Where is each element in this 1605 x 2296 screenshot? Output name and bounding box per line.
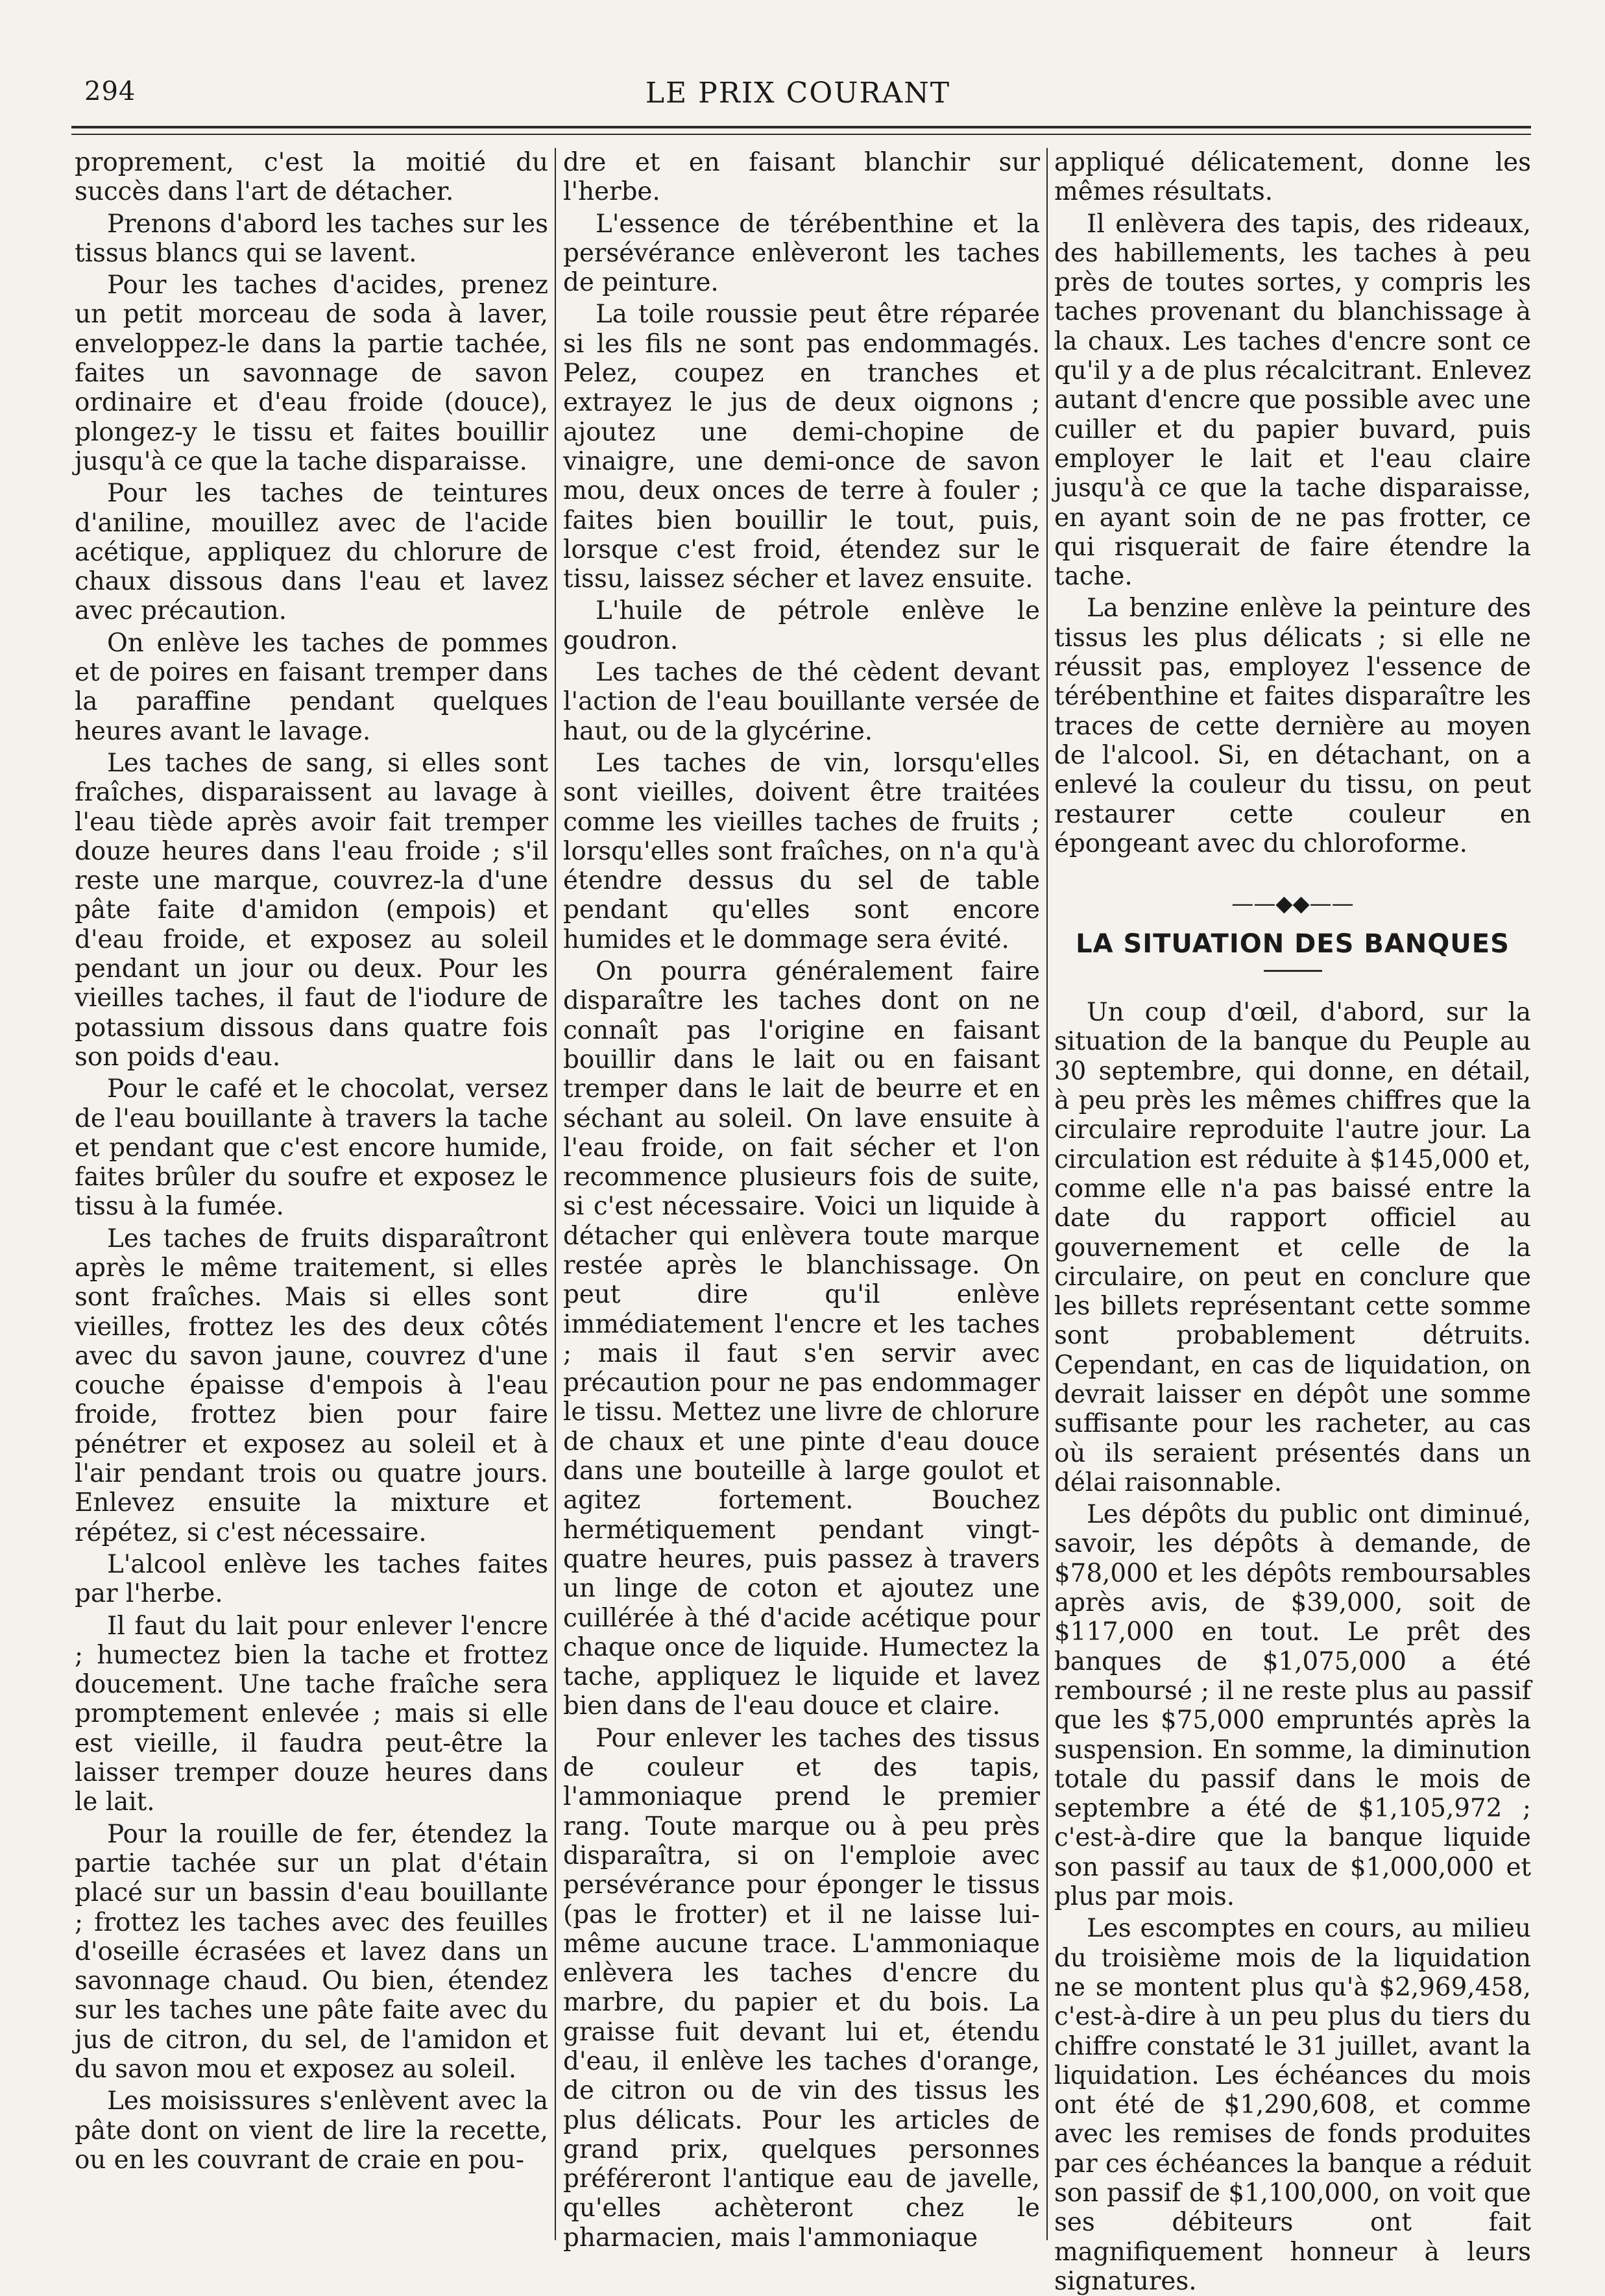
paragraph: La benzine enlève la peinture des tissus les plus délicats ; si elle ne réussit pas, employez l'essence de térébenthine et faites disparaître les traces de cette dernière au moyen de l'alcool. Si, en détachant, on a enlevé la couleur du tissu, on peut restaurer cette couleur en épongeant avec du chloroforme. [1054,594,1531,858]
paragraph: La toile roussie peut être réparée si les fils ne sont pas endommagés. Pelez, coupez en tranches et extrayez le jus de deux oignons ; ajoutez une demi-chopine de vinaigre, une demi-once de savon mou, deux onces de terre à fouler ; faites bien bouillir le tout, puis, lorsque c'est froid, étendez sur le tissu, laissez sécher et lavez ensuite. [563,300,1040,594]
paragraph: Pour la rouille de fer, étendez la partie tachée sur un plat d'étain placé sur un bassin d'eau bouillante ; frottez les taches avec des feuilles d'oseille écrasées et lavez dans un savonnage chaud. Ou bien, étendez sur les taches une pâte faite avec du jus de citron, du sel, de l'amidon et du savon mou et exposez au soleil. [75,1819,548,2084]
page-header [71,77,1525,122]
paragraph: Il faut du lait pour enlever l'encre ; humectez bien la tache et frottez doucement. Une tache fraîche sera promptement enlevée ; mais si elle est vieille, il faudra peut-être la laisser tremper douze heures dans le lait. [75,1611,548,1817]
section-ornament: ——◆◆—— [1231,891,1354,917]
header-rule [71,126,1531,128]
running-title: LE PRIX COURANT [645,77,951,110]
paragraph: dre et en faisant blanchir sur l'herbe. [563,148,1040,207]
paragraph: L'huile de pétrole enlève le goudron. [563,596,1040,655]
column-1 [75,148,548,2240]
paragraph: On enlève les taches de pommes et de poires en faisant tremper dans la paraffine pendant quelques heures avant le lavage. [75,628,548,746]
section-title-rule [1264,970,1322,972]
paragraph: Pour les taches de teintures d'aniline, mouillez avec de l'acide acétique, appliquez du chlorure de chaux dissous dans l'eau et lavez avec précaution. [75,479,548,626]
paragraph: On pourra généralement faire disparaître les taches dont on ne connaît pas l'origine en faisant bouillir dans le lait ou en faisant tremper dans le lait de beurre et en séchant au soleil. On lave ensuite à l'eau froide, on fait sécher et l'on recommence plusieurs fois de suite, si c'est nécessaire. Voici un liquide à détacher qui enlèvera toute marque restée après le blanchissage. On peut dire qu'il enlève immédiatement l'encre et les taches ; mais il faut s'en servir avec précaution pour ne pas endommager le tissu. Mettez une livre de chlorure de chaux et une pinte d'eau douce dans une bouteille à large goulot et agitez fortement. Bouchez hermétiquement pendant vingt-quatre heures, puis passez à travers un linge de coton et ajoutez une cuillérée à thé d'acide acétique pour chaque once de liquide. Humectez la tache, appliquez le liquide et lavez bien dans de l'eau douce et claire. [563,957,1040,1721]
page-number: 294 [84,77,136,106]
paragraph: L'alcool enlève les taches faites par l'herbe. [75,1549,548,1609]
paragraph: Les taches de thé cèdent devant l'action de l'eau bouillante versée de haut, ou de la glycérine. [563,658,1040,746]
paragraph: Prenons d'abord les taches sur les tissus blancs qui se lavent. [75,209,548,268]
paragraph: Les moisissures s'enlèvent avec la pâte dont on vient de lire la recette, ou en les couvrant de craie en pou- [75,2086,548,2175]
header-rule-thin [71,134,1531,135]
paragraph: Un coup d'œil, d'abord, sur la situation de la banque du Peuple au 30 septembre, qui donne, en détail, à peu près les mêmes chiffres que la circulaire reproduite l'autre jour. La circulation est réduite à $145,000 et, comme elle n'a pas baissé entre la date du rapport officiel au gouvernement et celle de la circulaire, on peut en conclure que les billets représentant cette somme sont probablement détruits. Cependant, en cas de liquidation, on devrait laisser en dépôt une somme suffisante pour les racheter, au cas où ils seraient présentés dans un délai raisonnable. [1054,998,1531,1497]
column-2 [563,148,1040,2253]
paragraph: Pour enlever les taches des tissus de couleur et des tapis, l'ammoniaque prend le premier rang. Toute marque ou à peu près disparaîtra, si on l'emploie avec persévérance pour éponger le tissus (pas le frotter) et il ne laisse lui-même aucune trace. L'ammoniaque enlèvera les taches d'encre du marbre, du papier et du bois. La graisse fuit devant lui et, étendu d'eau, il enlève les taches d'orange, de citron ou de vin des tissus les plus délicats. Pour les articles de grand prix, quelques personnes préféreront l'antique eau de javelle, qu'elles achèteront chez le pharmacien, mais l'ammoniaque [563,1723,1040,2253]
column-divider [555,148,556,2240]
paragraph: Pour le café et le chocolat, versez de l'eau bouillante à travers la tache et pendant que c'est encore humide, faites brûler du soufre et exposez le tissu à la fumée. [75,1074,548,1222]
paragraph: appliqué délicatement, donne les mêmes résultats. [1054,148,1531,207]
column-3 [1054,148,1531,2296]
section-title: LA SITUATION DES BANQUES [1076,929,1510,960]
paragraph: Les dépôts du public ont diminué, savoir, les dépôts à demande, de $78,000 et les dépôts remboursables après avis, de $39,000, soit de $117,000 en tout. Le prêt des banques de $1,075,000 a été remboursé ; il ne reste plus au passif que les $75,000 empruntés après la suspension. En somme, la diminution totale du passif dans le mois de septembre a été de $1,105,972 ; c'est-à-dire que la banque liquide son passif au taux de $1,000,000 et plus par mois. [1054,1500,1531,1912]
paragraph: Pour les taches d'acides, prenez un petit morceau de soda à laver, enveloppez-le dans la partie tachée, faites un savonnage de savon ordinaire et d'eau froide (douce), plongez-y le tissu et faites bouillir jusqu'à ce que la tache disparaisse. [75,271,548,476]
paragraph: proprement, c'est la moitié du succès dans l'art de détacher. [75,148,548,207]
paragraph: Les taches de fruits disparaîtront après le même traitement, si elles sont fraîches. Mais si elles sont vieilles, frottez les des deux côtés avec du savon jaune, couvrez d'une couche épaisse d'empois à l'eau froide, frottez bien pour faire pénétrer et exposez au soleil et à l'air pendant trois ou quatre jours. Enlevez ensuite la mixture et répétez, si c'est nécessaire. [75,1224,548,1547]
paragraph: Les taches de vin, lorsqu'elles sont vieilles, doivent être traitées comme les vieilles taches de fruits ; lorsqu'elles sont fraîches, on n'a qu'à étendre dessus du sel de table pendant qu'elles sont encore humides et le dommage sera évité. [563,748,1040,954]
paragraph: L'essence de térébenthine et la persévérance enlèveront les taches de peinture. [563,209,1040,298]
paragraph: Les escomptes en cours, au milieu du troisième mois de la liquidation ne se montent plus qu'à $2,969,458, c'est-à-dire à un peu plus du tiers du chiffre constaté le 31 juillet, avant la liquidation. Les échéances du mois ont été de $1,290,608, et comme avec les remises de fonds produites par ces échéances la banque a réduit son passif de $1,100,000, on voit que ses débiteurs ont fait magnifiquement honneur à leurs signatures. [1054,1914,1531,2296]
paragraph: Il enlèvera des tapis, des rideaux, des habillements, les taches à peu près de toutes sortes, y compris les taches provenant du blanchissage à la chaux. Les taches d'encre sont ce qu'il y a de plus récalcitrant. Enlevez autant d'encre que possible avec une cuiller et du papier buvard, puis employer le lait et l'eau claire jusqu'à ce que la tache disparaisse, en ayant soin de ne pas frotter, ce qui risquerait de faire étendre la tache. [1054,209,1531,592]
column-divider [1046,148,1048,2240]
paragraph: Les taches de sang, si elles sont fraîches, disparaissent au lavage à l'eau tiède après avoir fait tremper douze heures dans l'eau froide ; s'il reste une marque, couvrez-la d'une pâte faite d'amidon (empois) et d'eau froide, et exposez au soleil pendant un jour ou deux. Pour les vieilles taches, il faut de l'iodure de potassium dissous dans quatre fois son poids d'eau. [75,748,548,1072]
